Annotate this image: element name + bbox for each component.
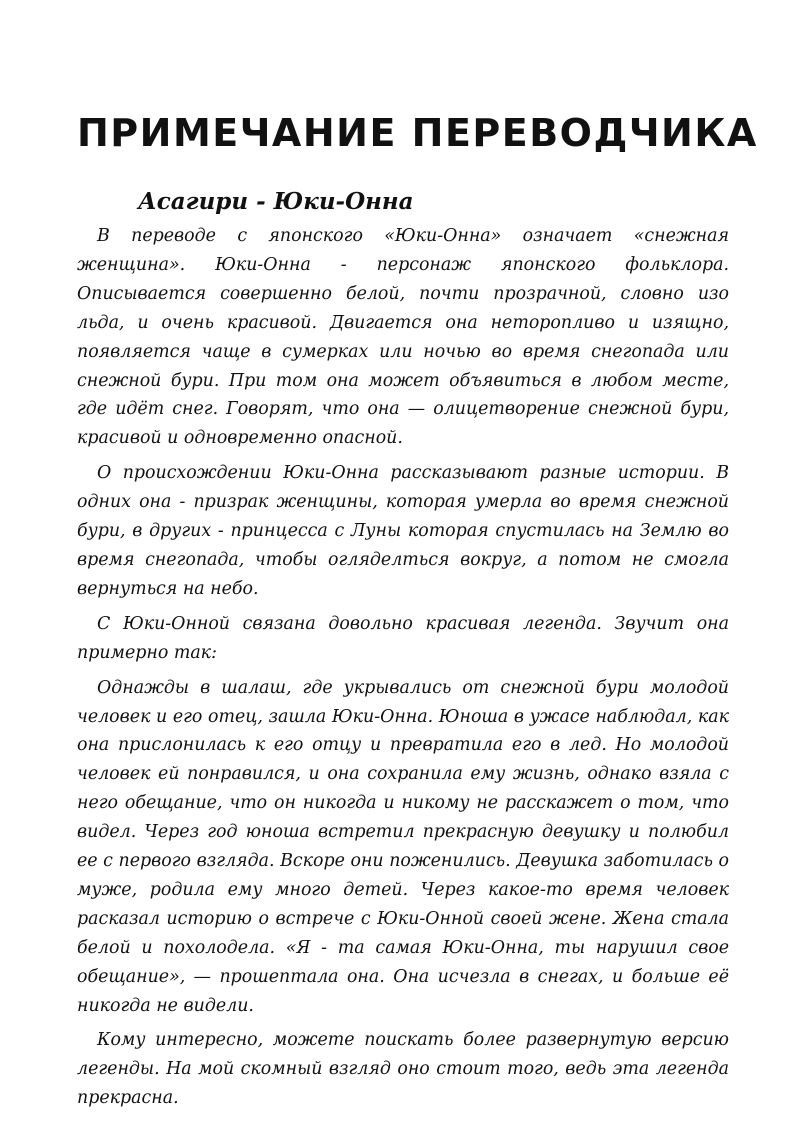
paragraph-origin: О происхождении Юки-Онна рассказывают разные истории. В одних она - призрак женщины, которая умерла во время снежной бури, в других - принцесса с Луны которая спустилась на Землю во время снегопада, чтобы огляделться вокруг, а потом не смогла вернуться на небо. [77,463,729,599]
paragraph-translation: В переводе с японского «Юки-Онна» означает «снежная женщина». Юки-Онна - персонаж японского фольклора. Описывается совершенно белой, почти прозрачной, словно изо льда, и очень красивой. Двигается она неторопливо и изящно, появляется чаще в сумерках или ночью во время снегопада или снежной бури. При том она может объявиться в любом месте, где идёт снег. Говорят, что она — олицетворение снежной бури, красивой и одновременно опасной. [77,226,729,449]
paragraph-legend: Однажды в шалаш, где укрывались от снежной бури молодой человек и его отец, зашла Юки-Онна. Юноша в ужасе наблюдал, как она прислонилась к его отцу и превратила его в лед. Но молодой человек ей понравился, и она сохранила ему жизнь, однако взяла с него обещание, что он никогда и никому не расскажет о том, что видел. Через год юноша встретил прекрасную девушку и полюбил ее с первого взгляда. Вскоре они поженились. Девушка заботилась о муже, родила ему много детей. Через какое-то время человек расказал историю о встрече с Юки-Онной своей жене. Жена стала белой и похолодела. «Я - та самая Юки-Онна, ты нарушил свое обещание», — прошептала она. Она исчезла в снегах, и больше её никогда не видели. [77,677,729,1016]
paragraph-legend-intro: С Юки-Онной связана довольно красивая легенда. Звучит она примерно так: [77,613,729,663]
page-title: ПРИМЕЧАНИЕ ПЕРЕВОДЧИКА [77,111,758,155]
section-subtitle: Асагири - Юки-Онна [138,188,414,215]
note-body [77,222,729,1119]
paragraph-closing: Кому интересно, можете поискать более развернутую версию легенды. На мой скомный взгляд оно стоит того, ведь эта легенда прекрасна. [77,1030,729,1109]
